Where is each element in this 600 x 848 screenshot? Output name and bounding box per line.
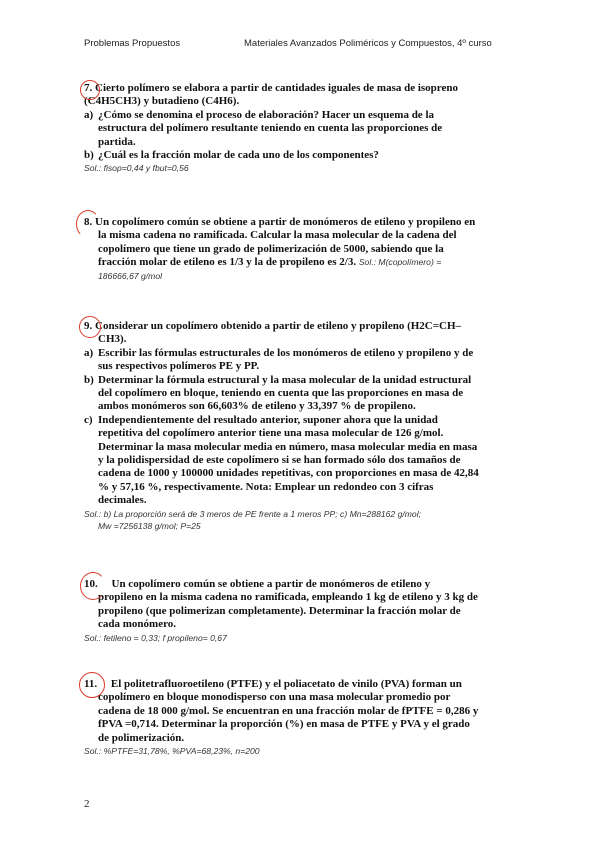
problem-9 [84,320,516,532]
part-label: b) [84,373,94,386]
handwritten-circle-mark [76,210,100,238]
part-text: y la polidispersidad de este copolímero si se han formado sólo dos tamaños de [98,454,461,467]
problem-number: 8. [84,216,93,228]
problem-number: 9. [84,320,93,332]
part-text: Independientemente del resultado anterior, suponer ahora que la unidad [98,413,438,426]
problem-number: 11. [84,678,98,690]
part-text: ambos monómeros son 66,603% de etileno y 33,397 % de propileno. [98,400,416,413]
part-a [84,109,516,149]
problem-body [84,691,516,745]
solution: Sol.: fetileno = 0,33; f propileno= 0,67 [84,632,227,643]
problem-text: la misma cadena no ramificada. Calcular la masa molecular de la cadena del [98,229,457,242]
part-b [84,149,516,162]
problem-number: 10. [84,578,98,590]
part-text: del copolímero en bloque, teniendo en cuenta que las proporciones en masa de [98,387,464,400]
part-b [84,374,516,414]
handwritten-circle-mark [79,672,105,698]
part-text: Determinar la masa molecular media en número, masa molecular media en masa [98,440,478,453]
part-text: ¿Cómo se denomina el proceso de elaboración? Hacer un esquema de la [98,108,434,121]
part-text: sus respectivos polímeros PE y PP. [98,360,260,373]
part-a [84,347,516,374]
problem-7 [84,82,516,174]
problem-text: cada monómero. [98,618,177,631]
part-label: a) [84,346,94,359]
part-text: % y 57,16 %, respectivamente. Nota: Emplear un redondeo con 3 cifras [98,480,434,493]
part-text: decimales. [98,494,147,507]
part-text: cadena de 1000 y 100000 unidades repetitivas, con proporciones en masa de 42,84 [98,467,479,480]
problem-text: cadena de 18 000 g/mol. Se encuentran en una fracción molar de fPTFE = 0,286 y [98,704,479,717]
solution: Sol.: %PTFE=31,78%, %PVA=68,23%, n=200 [84,746,260,757]
solution: Mw =7256138 g/mol; P=25 [98,520,201,531]
problem-8 [84,216,516,282]
problem-text: Considerar un copolímero obtenido a partir de etileno y propileno (H2C=CH– [95,320,462,332]
header-right: Materiales Avanzados Poliméricos y Compuestos, 4º curso [244,38,492,49]
problem-number: 7. [84,82,93,94]
solution: Sol.: b) La proporción será de 3 meros de PE frente a 1 meros PP; c) Mn=288162 g/mol; [84,508,422,519]
problem-10 [84,578,516,644]
part-text: ¿Cuál es la fracción molar de cada uno de los componentes? [98,149,379,162]
problem-text: fPVA =0,714. Determinar la proporción (%) en masa de PTFE y PVA y el grado [98,718,470,731]
part-label: c) [84,413,93,426]
problem-text: Cierto polímero se elabora a partir de cantidades iguales de masa de isopreno [95,82,458,94]
part-text: Determinar la fórmula estructural y la masa molecular de la unidad estructural [98,373,472,386]
handwritten-circle-mark [80,572,106,600]
problem-body [84,591,516,631]
solution: 186666,67 g/mol [98,270,163,281]
part-text: partida. [98,135,136,148]
problem-text: El politetrafluoroetileno (PTFE) y el poliacetato de vinilo (PVA) forman un [110,678,462,690]
problem-text: propileno (que polimerizan completamente). Determinar la fracción molar de [98,604,461,617]
problem-text: Un copolímero común se obtiene a partir de monómeros de etileno y propileno en [95,216,476,228]
problem-text: copolímero que tiene un grado de polimerización de 5000, sabiendo que la [98,242,444,255]
part-c [84,414,516,508]
part-label: a) [84,108,94,121]
problem-11 [84,678,516,757]
solution: Sol.: fisop=0,44 y fbut=0,56 [84,163,189,174]
problem-text: Un copolímero común se obtiene a partir de monómeros de etileno y [111,578,431,590]
problem-text: (C4H5CH3) y butadieno (C4H6). [84,95,240,108]
problem-text: propileno en la misma cadena no ramificada, empleando 1 kg de etileno y 3 kg de [98,591,478,604]
solution: Sol.: M(copolímero) = [358,257,442,268]
part-text: estructura del polímero resultante teniendo en cuenta las proporciones de [98,122,443,135]
page-number: 2 [84,798,90,810]
handwritten-circle-mark [79,316,101,338]
problem-text: CH3). [98,333,127,346]
problem-text: fracción molar de etileno es 1/3 y la de propileno es 2/3. [98,256,357,269]
handwritten-circle-mark [80,80,100,100]
part-label: b) [84,149,94,162]
problem-body [84,229,516,281]
problem-text: copolímero en bloque monodisperso con una masa molecular promedio por [98,691,451,704]
header-left: Problemas Propuestos [84,38,181,49]
part-text: repetitiva del copolímero anterior tiene una masa molecular de 126 g/mol. [98,427,444,440]
problem-text: de polimerización. [98,731,185,744]
part-text: Escribir las fórmulas estructurales de los monómeros de etileno y propileno y de [98,346,474,359]
